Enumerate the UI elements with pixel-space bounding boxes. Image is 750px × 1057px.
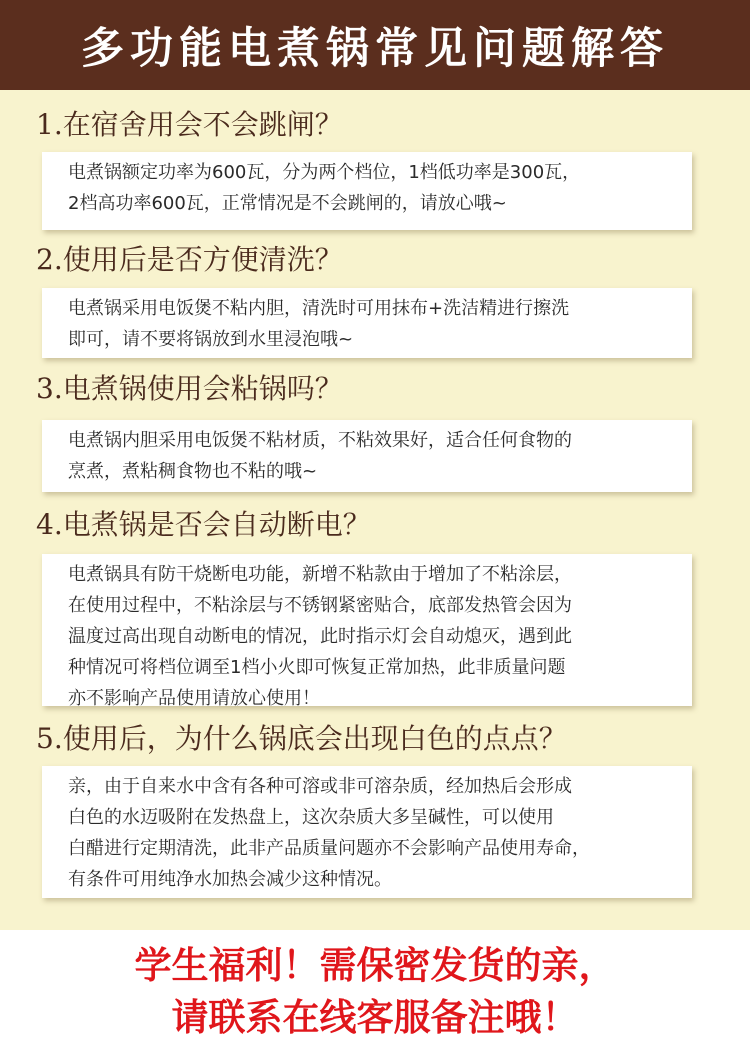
answer-line: 烹煮，煮粘稠食物也不粘的哦~ bbox=[68, 461, 318, 482]
faq-answer-5 bbox=[42, 766, 692, 898]
answer-line: 白醋进行定期清洗，此非产品质量问题亦不会影响产品使用寿命， bbox=[68, 838, 590, 859]
footer-notice bbox=[0, 930, 750, 1057]
answer-line: 种情况可将档位调至1档小火即可恢复正常加热，此非质量问题 bbox=[68, 657, 566, 678]
answer-line: 2档高功率600瓦，正常情况是不会跳闸的，请放心哦~ bbox=[68, 193, 507, 214]
answer-line: 亦不影响产品使用请放心使用！ bbox=[68, 688, 320, 709]
answer-line: 在使用过程中，不粘涂层与不锈钢紧密贴合，底部发热管会因为 bbox=[68, 595, 572, 616]
answer-line: 电煮锅具有防干烧断电功能，新增不粘款由于增加了不粘涂层， bbox=[68, 564, 572, 585]
answer-line: 电煮锅内胆采用电饭煲不粘材质，不粘效果好，适合任何食物的 bbox=[68, 430, 572, 451]
footer-line-2: 请联系在线客服备注哦！ bbox=[171, 996, 579, 1039]
answer-line: 电煮锅额定功率为600瓦，分为两个档位，1档低功率是300瓦， bbox=[68, 162, 581, 183]
footer-line-1: 学生福利！需保密发货的亲， bbox=[134, 944, 616, 987]
answer-line: 白色的水迈吸附在发热盘上，这次杂质大多呈碱性，可以使用 bbox=[68, 807, 554, 828]
faq-answer-3 bbox=[42, 420, 692, 492]
answer-line: 亲，由于自来水中含有各种可溶或非可溶杂质，经加热后会形成 bbox=[68, 776, 572, 797]
page-title: 多功能电煮锅常见问题解答 bbox=[81, 23, 669, 74]
faq-answer-1 bbox=[42, 152, 692, 230]
faq-question-4: 4.电煮锅是否会自动断电？ bbox=[36, 508, 371, 541]
faq-question-1: 1.在宿舍用会不会跳闸？ bbox=[36, 108, 343, 141]
faq-answer-2 bbox=[42, 288, 692, 358]
answer-line: 即可，请不要将锅放到水里浸泡哦~ bbox=[68, 329, 354, 350]
faq-question-5: 5.使用后，为什么锅底会出现白色的点点？ bbox=[36, 722, 567, 755]
faq-question-2: 2.使用后是否方便清洗？ bbox=[36, 243, 343, 276]
answer-line: 电煮锅采用电饭煲不粘内胆，清洗时可用抹布+洗洁精进行擦洗 bbox=[68, 298, 570, 319]
answer-line: 温度过高出现自动断电的情况，此时指示灯会自动熄灭，遇到此 bbox=[68, 626, 572, 647]
answer-line: 有条件可用纯净水加热会减少这种情况。 bbox=[68, 869, 392, 890]
faq-question-3: 3.电煮锅使用会粘锅吗？ bbox=[36, 372, 343, 405]
page-header bbox=[0, 0, 750, 90]
faq-answer-4 bbox=[42, 554, 692, 709]
